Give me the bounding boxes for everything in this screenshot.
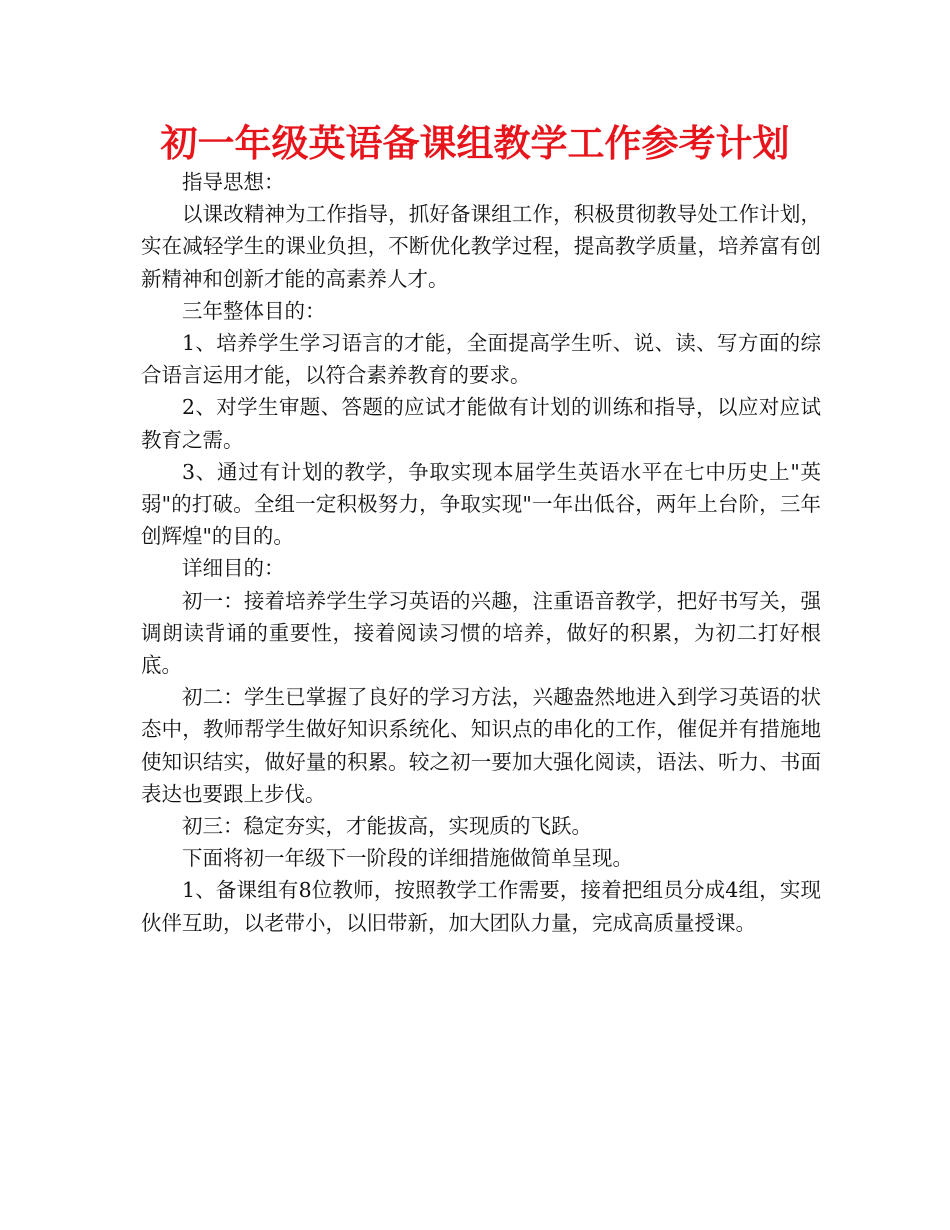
paragraph-overall-2: 2、对学生审题、答题的应试才能做有计划的训练和指导，以应对应试教育之需。 (141, 395, 821, 452)
document-body (141, 166, 821, 939)
paragraph-overall-heading: 三年整体目的： (182, 298, 326, 323)
paragraph-overall-3: 3、通过有计划的教学，争取实现本届学生英语水平在七中历史上"英弱"的打破。全组一定积极努力，争取实现"一年出低谷，两年上台阶，三年创辉煌"的目的。 (141, 459, 821, 549)
paragraph-measures-intro: 下面将初一年级下一阶段的详细措施做简单呈现。 (182, 846, 633, 871)
paragraph-guiding-text: 以课改精神为工作指导，抓好备课组工作，积极贯彻教导处工作计划，实在减轻学生的课业负担，不断优化教学过程，提高教学质量，培养富有创新精神和创新才能的高素养人才。 (141, 202, 821, 291)
document-title: 初一年级英语备课组教学工作参考计划 (160, 122, 790, 165)
paragraph-grade-two: 初二：学生已掌握了良好的学习方法，兴趣盎然地进入到学习英语的状态中，教师帮学生做好知识系统化、知识点的串化的工作，催促并有措施地使知识结实，做好量的积累。较之初一要加大强化阅读，语法、听力、书面表达也要跟上步伐。 (141, 685, 821, 806)
paragraph-overall-1: 1、培养学生学习语言的才能，全面提高学生听、说、读、写方面的综合语言运用才能，以符合素养教育的要求。 (141, 331, 821, 388)
paragraph-grade-three: 初三：稳定夯实，才能拔高，实现质的飞跃。 (182, 814, 592, 839)
paragraph-measure-1: 1、备课组有8位教师，按照教学工作需要，接着把组员分成4组，实现伙伴互助，以老带小，以旧带新，加大团队力量，完成高质量授课。 (141, 878, 821, 935)
paragraph-grade-one: 初一：接着培养学生学习英语的兴趣，注重语音教学，把好书写关，强调朗读背诵的重要性，接着阅读习惯的培养，做好的积累，为初二打好根底。 (141, 588, 821, 678)
paragraph-guiding-heading: 指导思想： (182, 170, 285, 194)
paragraph-detail-heading: 详细目的： (182, 556, 285, 581)
